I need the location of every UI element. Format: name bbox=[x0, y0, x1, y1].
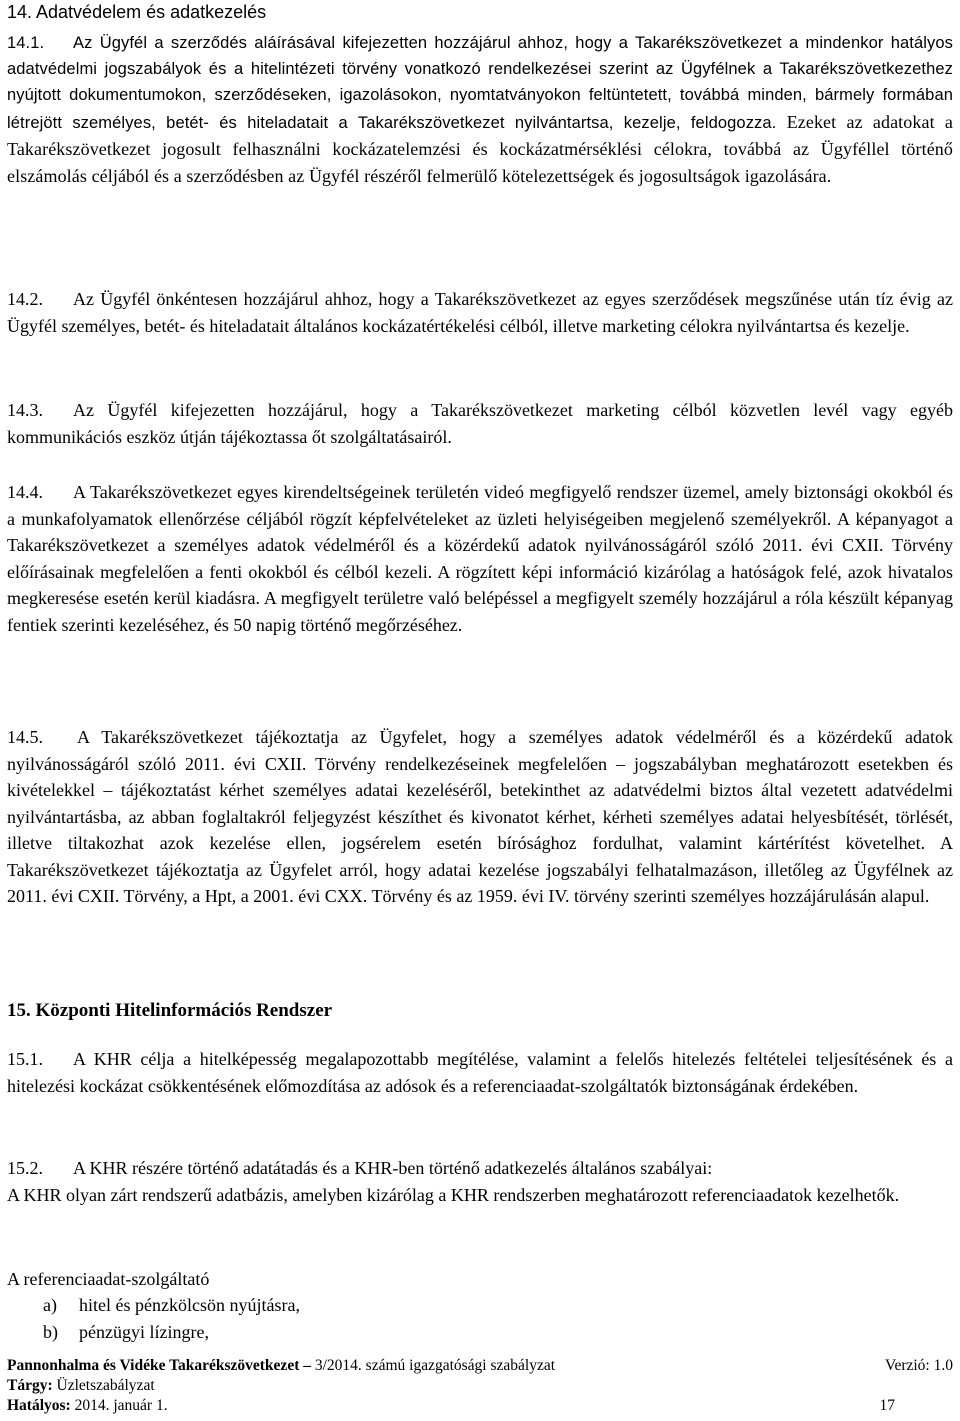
page-footer bbox=[7, 1356, 953, 1416]
list-item-label: b) bbox=[43, 1321, 58, 1342]
list-item-text: hitel és pénzkölcsön nyújtásra, bbox=[79, 1295, 300, 1315]
paragraph-15-2-continued: A KHR olyan zárt rendszerű adatbázis, amelyben kizárólag a KHR rendszerben meghatározott referenciaadatok kezelhetők. bbox=[7, 1185, 900, 1205]
footer-organization: Pannonhalma és Vidéke Takarékszövetkezet bbox=[7, 1357, 300, 1374]
paragraph-text-continued: Ezeket az adatokat a Takarékszövetkezet jogosult felhasználni kockázatelemzési és kockázatmérséklési célokra, továbbá az Ügyféllel történő elszámolás céljából és a szerződésben az Ügyfél részéről felmerülő kötelezettségek és jogosultságok igazolására. bbox=[7, 111, 953, 187]
paragraph-number: 14.4. bbox=[7, 482, 43, 502]
paragraph-text: A Takarékszövetkezet egyes kirendeltségeinek területén videó megfigyelő rendszer üzemel, amely biztonsági okokból és a munkafolyamatok ellenőrzése céljából rögzít képfelvételeket az üzleti helyiségeiben megjelenő személyekről. A képanyagot a Takarékszövetkezet a személyes adatok védelméről és a közérdekű adatok nyilvánosságáról szóló 2011. évi CXII. Törvény előírásainak megfelelően a fenti okokból és célból kezeli. A rögzített képi információ kizárólag a hatóságok felé, azok hivatalos megkeresése esetén kerül kiadásra. A megfigyelt területre való belépéssel a megfigyelt személy hozzájárul a róla készült képanyag fentiek szerinti kezeléséhez, és 50 napig történő megőrzéséhez. bbox=[7, 482, 953, 635]
footer-row-2 bbox=[7, 1376, 953, 1396]
list-item bbox=[7, 1319, 953, 1346]
paragraph-14-3 bbox=[7, 397, 953, 450]
paragraph-number: 14.5. bbox=[7, 727, 43, 747]
footer-subject-label: Tárgy: bbox=[7, 1377, 53, 1394]
page-number: 17 bbox=[879, 1397, 895, 1414]
footer-document-info bbox=[7, 1356, 555, 1376]
provider-list bbox=[7, 1292, 953, 1345]
list-item bbox=[7, 1292, 953, 1319]
list-item-text: pénzügyi lízingre, bbox=[79, 1321, 209, 1342]
paragraph-number: 14.3. bbox=[7, 400, 43, 420]
paragraph-text: A KHR részére történő adatátadás és a KHR-ben történő adatkezelés általános szabályai: bbox=[73, 1158, 713, 1178]
paragraph-number: 15.1. bbox=[7, 1049, 43, 1069]
list-item-label: a) bbox=[43, 1295, 57, 1315]
paragraph-14-2 bbox=[7, 286, 953, 339]
footer-effective-label: Hatályos: bbox=[7, 1397, 71, 1414]
footer-version: Verzió: 1.0 bbox=[884, 1357, 953, 1374]
paragraph-14-4 bbox=[7, 479, 953, 638]
paragraph-text: Az Ügyfél kifejezetten hozzájárul, hogy a Takarékszövetkezet marketing célból közvetlen levél vagy egyéb kommunikációs eszköz útján tájékoztassa őt szolgáltatásairól. bbox=[7, 400, 953, 447]
section-14-heading: 14. Adatvédelem és adatkezelés bbox=[7, 2, 267, 22]
footer-subject bbox=[7, 1376, 155, 1396]
footer-dash: – bbox=[303, 1357, 311, 1374]
paragraph-15-2 bbox=[7, 1155, 953, 1182]
paragraph-number: 14.2. bbox=[7, 289, 43, 309]
paragraph-15-3-intro: A referenciaadat-szolgáltató bbox=[7, 1269, 210, 1289]
footer-effective bbox=[7, 1396, 168, 1416]
section-15-heading: 15. Központi Hitelinformációs Rendszer bbox=[7, 1000, 333, 1021]
paragraph-number: 14.1. bbox=[7, 34, 45, 52]
paragraph-text: A Takarékszövetkezet tájékoztatja az Ügyfelet, hogy a személyes adatok védelméről és a közérdekű adatok nyilvánosságáról szóló 2011. évi CXII. Törvény rendelkezéseinek megfelelően – jogszabályban meghatározott esetekben és kivételekkel – tájékoztatást kérhet személyes adatai kezeléséről, betekinthet az adatvédelmi biztos által vezetett adatvédelmi nyilvántartásba, az abban foglaltakról feljegyzést készíthet és kivonatot kérhet, kérheti személyes adatai helyesbítését, törlését, illetve tiltakozhat azok kezelése ellen, jogsérelem esetén bírósághoz fordulhat, valamint kártérítést követelhet. A Takarékszövetkezet tájékoztatja az Ügyfelet arról, hogy adatai kezelése jogszabályi felhatalmazáson, illetőleg az Ügyfélnek az 2011. évi CXII. Törvény, a Hpt, a 2001. évi CXX. Törvény és az 1959. évi IV. törvény szerinti személyes hozzájárulásán alapul. bbox=[7, 727, 953, 906]
paragraph-number: 15.2. bbox=[7, 1158, 43, 1178]
footer-row-1 bbox=[7, 1356, 953, 1376]
footer-subject-value: Üzletszabályzat bbox=[56, 1377, 155, 1394]
footer-row-3 bbox=[7, 1396, 953, 1416]
paragraph-14-1 bbox=[7, 30, 953, 190]
paragraph-text: Az Ügyfél önkéntesen hozzájárul ahhoz, hogy a Takarékszövetkezet az egyes szerződések megszűnése után tíz évig az Ügyfél személyes, betét- és hiteladatait általános kockázatértékelési célból, illetve marketing célokra nyilvántartsa és kezelje. bbox=[7, 289, 953, 336]
footer-effective-date: 2014. január 1. bbox=[74, 1397, 168, 1414]
paragraph-14-5 bbox=[7, 724, 953, 910]
paragraph-text: Az Ügyfél a szerződés aláírásával kifejezetten hozzájárul ahhoz, hogy a Takarékszövetkezet a mindenkor hatályos adatvédelmi jogszabályok és a hitelintézeti törvény vonatkozó rendelkezései szerint az Ügyfélnek a Takarékszövetkezethez nyújtott dokumentumokon, szerződéseken, igazolásokon, nyomtatványokon feltüntetett, továbbá minden, bármely formában létrejött személyes, betét- és hiteladatait a Takarékszövetkezet nyilvántartsa, kezelje, feldogozza. bbox=[7, 34, 953, 132]
paragraph-15-1 bbox=[7, 1046, 953, 1099]
paragraph-text: A KHR célja a hitelképesség megalapozottabb megítélése, valamint a felelős hitelezés feltételei teljesítésének és a hitelezési kockázat csökkentésének előmozdítása az adósok és a referenciaadat-szolgáltatók biztonságának érdekében. bbox=[7, 1049, 953, 1096]
footer-regulation: 3/2014. számú igazgatósági szabályzat bbox=[314, 1357, 556, 1374]
